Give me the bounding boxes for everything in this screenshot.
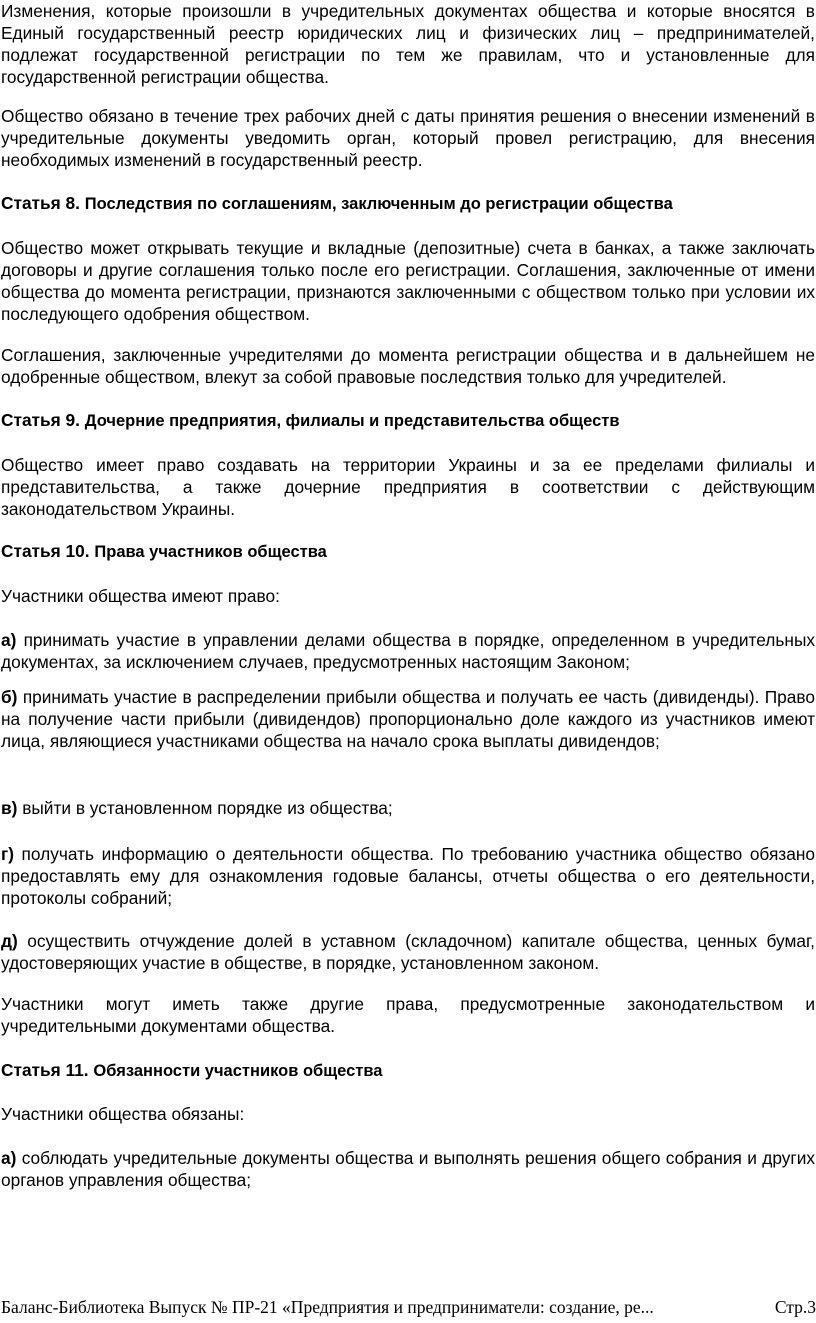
paragraph-other-rights: Участники могут иметь также другие права, предусмотренные законодательством и учредительными документами общества. [1, 994, 815, 1036]
list-item-text: осуществить отчуждение долей в уставном (складочном) капитале общества, ценных бумаг, удостоверяющих участие в обществе, в порядке, установленном законом. [1, 931, 815, 973]
list-item-right-g [1, 843, 815, 909]
list-item-text: принимать участие в управлении делами общества в порядке, определенном в учредительных документах, за исключением случаев, предусмотренных настоящим Законом; [1, 630, 816, 672]
article-11-heading [1, 1059, 815, 1082]
list-item-text: выйти в установленном порядке из общества; [22, 798, 393, 818]
article-9-heading [1, 409, 815, 432]
paragraph-duties-intro: Участники общества обязаны: [1, 1104, 245, 1124]
paragraph-rights-intro: Участники общества имеют право: [1, 586, 280, 606]
list-item-duty-a [1, 1147, 815, 1191]
article-10-number: Статья 10. [1, 541, 90, 561]
list-item-label: а) [1, 1148, 17, 1168]
list-item-right-a [1, 629, 815, 673]
article-9-title: Дочерние предприятия, филиалы и представительства обществ [84, 412, 620, 430]
paragraph-registration-changes: Изменения, которые произошли в учредительных документах общества и которые вносятся в Единый государственный реестр юридических лиц и физических лиц – предпринимателей, подлежат государственной регистрации по тем же правилам, что и установленные для государственной регистрации общества. [1, 1, 815, 87]
footer-page-number: Стр.3 [774, 1297, 816, 1317]
list-item-text: принимать участие в распределении прибыли общества и получать ее часть (дивиденды). Право на получение части прибыли (дивидендов) пропорционально доле каждого из участников имеют лица, являющиеся участниками общества на начало срока выплаты дивидендов; [1, 687, 815, 751]
list-item-right-b [1, 686, 815, 752]
article-8-number: Статья 8. [1, 193, 80, 213]
article-11-number: Статья 11. [1, 1060, 89, 1080]
paragraph-subsidiaries: Общество имеет право создавать на территории Украины и за ее пределами филиалы и представительства, а также дочерние предприятия в соответствии с действующим законодательством Украины. [1, 455, 815, 519]
article-9-number: Статья 9. [1, 410, 80, 430]
paragraph-accounts-agreements: Общество может открывать текущие и вкладные (депозитные) счета в банках, а также заключать договоры и другие соглашения только после его регистрации. Соглашения, заключенные от имени общества до момента регистрации, признаются заключенными с обществом только при условии их последующего одобрения обществом. [1, 238, 815, 324]
list-item-right-v [1, 797, 815, 819]
article-8-heading [1, 192, 815, 215]
list-item-right-d [1, 930, 815, 974]
footer-source: Баланс-Библиотека Выпуск № ПР-21 «Предприятия и предприниматели: создание, ре... [1, 1297, 654, 1317]
list-item-text: соблюдать учредительные документы общества и выполнять решения общего собрания и других органов управления общества; [1, 1148, 815, 1190]
page-footer [1, 1296, 816, 1318]
article-11-title: Обязанности участников общества [93, 1062, 383, 1080]
list-item-label: г) [1, 844, 14, 864]
article-10-heading [1, 540, 815, 563]
paragraph-founders-agreements: Соглашения, заключенные учредителями до момента регистрации общества и в дальнейшем не одобренные обществом, влекут за собой правовые последствия только для учредителей. [1, 345, 815, 387]
list-item-label: д) [1, 931, 18, 951]
article-8-title: Последствия по соглашениям, заключенным до регистрации общества [84, 195, 673, 213]
list-item-label: б) [1, 687, 18, 707]
paragraph-notification-duty: Общество обязано в течение трех рабочих дней с даты принятия решения о внесении изменений в учредительные документы уведомить орган, который провел регистрацию, для внесения необходимых изменений в государственный реестр. [1, 106, 815, 170]
article-10-title: Права участников общества [94, 543, 327, 561]
list-item-label: а) [1, 630, 17, 650]
list-item-label: в) [1, 798, 18, 818]
list-item-text: получать информацию о деятельности общества. По требованию участника общество обязано предоставлять ему для ознакомления годовые балансы, отчеты общества о его деятельности, протоколы собраний; [1, 844, 815, 908]
